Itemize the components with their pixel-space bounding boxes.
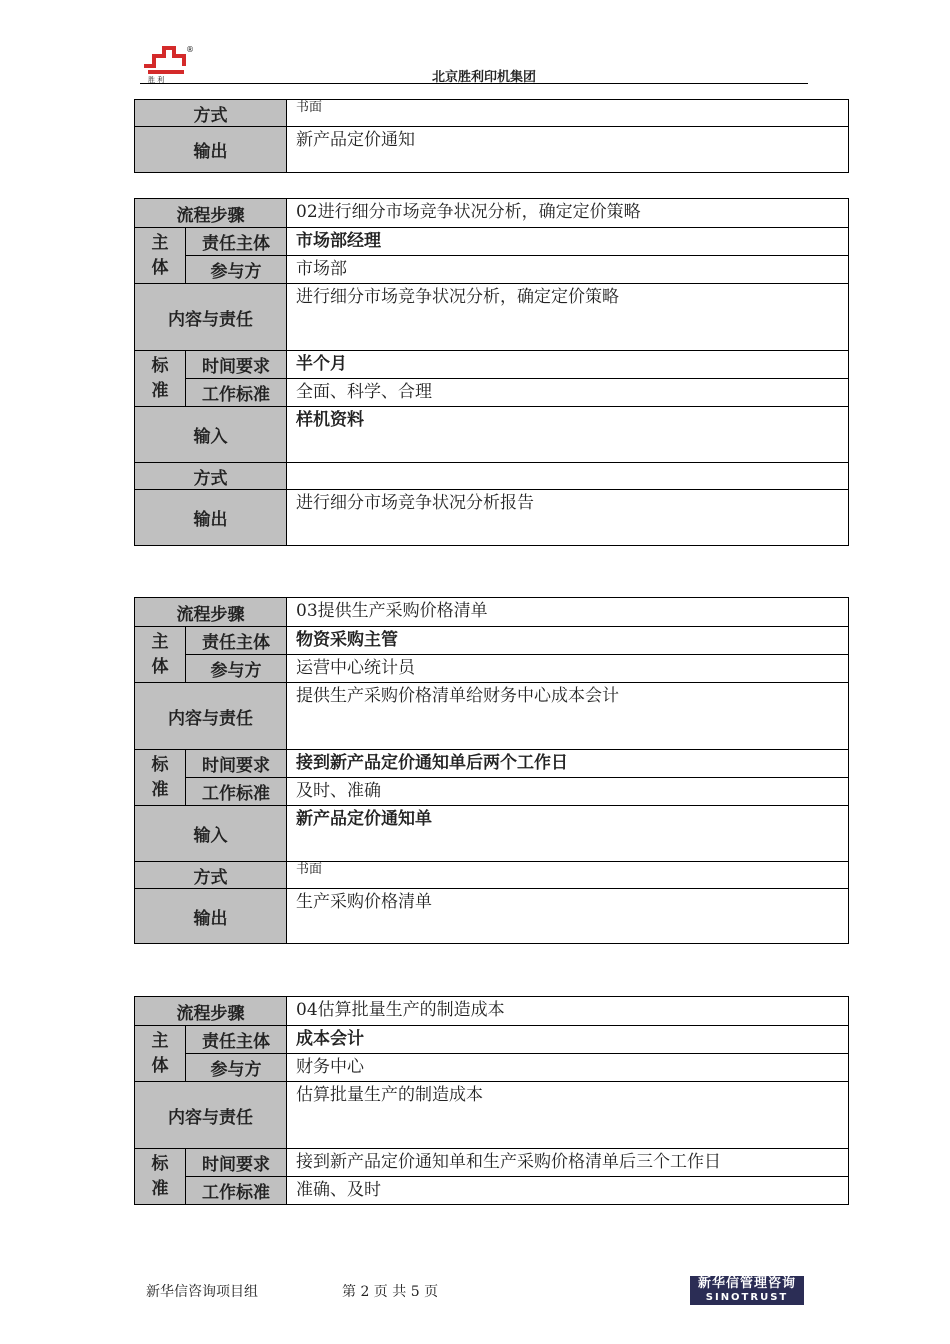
step-table <box>134 198 849 546</box>
time-value: 接到新产品定价通知单和生产采购价格清单后三个工作日 <box>287 1149 849 1177</box>
step-table <box>134 597 849 944</box>
input-value: 样机资料 <box>287 407 849 463</box>
sinotrust-logo-en: SINOTRUST <box>705 1292 789 1303</box>
method-label: 方式 <box>135 862 287 889</box>
content-label: 内容与责任 <box>135 284 287 351</box>
participant-value: 运营中心统计员 <box>287 655 849 683</box>
method-value: 书面 <box>287 862 849 889</box>
subject-label: 主 体 <box>135 627 186 683</box>
participant-value: 市场部 <box>287 256 849 284</box>
company-logo <box>140 44 192 84</box>
content-value: 提供生产采购价格清单给财务中心成本会计 <box>287 683 849 750</box>
content-label: 内容与责任 <box>135 683 287 750</box>
step-title: 04估算批量生产的制造成本 <box>287 997 849 1026</box>
step-label: 流程步骤 <box>135 199 287 228</box>
input-label: 输入 <box>135 806 287 862</box>
partial-step-table <box>134 99 849 173</box>
registered-mark: ® <box>186 45 194 54</box>
participant-label: 参与方 <box>186 256 287 284</box>
time-label: 时间要求 <box>186 351 287 379</box>
logo-text: 胜 利 <box>148 76 165 84</box>
step-title: 02进行细分市场竞争状况分析，确定定价策略 <box>287 199 849 228</box>
footer-group-name: 新华信咨询项目组 <box>146 1284 258 1300</box>
header-divider <box>140 83 808 84</box>
responsible-label: 责任主体 <box>186 1026 287 1054</box>
time-label: 时间要求 <box>186 750 287 778</box>
work-standard-value: 全面、科学、合理 <box>287 379 849 407</box>
output-label: 输出 <box>135 889 287 944</box>
method-value <box>287 463 849 490</box>
input-value: 新产品定价通知单 <box>287 806 849 862</box>
work-standard-value: 准确、及时 <box>287 1177 849 1205</box>
standard-label: 标 准 <box>135 1149 186 1205</box>
output-value: 新产品定价通知 <box>287 127 849 173</box>
output-value: 进行细分市场竞争状况分析报告 <box>287 490 849 546</box>
output-label: 输出 <box>135 490 287 546</box>
header-company-name: 北京胜利印机集团 <box>432 70 537 85</box>
content-value: 进行细分市场竞争状况分析，确定定价策略 <box>287 284 849 351</box>
responsible-label: 责任主体 <box>186 228 287 256</box>
content-label: 内容与责任 <box>135 1082 287 1149</box>
footer-page-number: 第 2 页 共 5 页 <box>342 1284 439 1300</box>
time-value: 半个月 <box>287 351 849 379</box>
responsible-label: 责任主体 <box>186 627 287 655</box>
time-label: 时间要求 <box>186 1149 287 1177</box>
participant-value: 财务中心 <box>287 1054 849 1082</box>
method-label: 方式 <box>135 100 287 127</box>
standard-label: 标 准 <box>135 750 186 806</box>
work-standard-label: 工作标准 <box>186 379 287 407</box>
responsible-value: 成本会计 <box>287 1026 849 1054</box>
subject-label: 主 体 <box>135 1026 186 1082</box>
sinotrust-logo <box>690 1276 804 1305</box>
step-table <box>134 996 849 1205</box>
input-label: 输入 <box>135 407 287 463</box>
output-label: 输出 <box>135 127 287 173</box>
work-standard-label: 工作标准 <box>186 1177 287 1205</box>
step-label: 流程步骤 <box>135 598 287 627</box>
method-value: 书面 <box>287 100 849 127</box>
time-value: 接到新产品定价通知单后两个工作日 <box>287 750 849 778</box>
step-title: 03提供生产采购价格清单 <box>287 598 849 627</box>
responsible-value: 物资采购主管 <box>287 627 849 655</box>
output-value: 生产采购价格清单 <box>287 889 849 944</box>
work-standard-label: 工作标准 <box>186 778 287 806</box>
responsible-value: 市场部经理 <box>287 228 849 256</box>
participant-label: 参与方 <box>186 655 287 683</box>
sinotrust-logo-cn: 新华信管理咨询 <box>697 1276 796 1291</box>
standard-label: 标 准 <box>135 351 186 407</box>
subject-label: 主 体 <box>135 228 186 284</box>
work-standard-value: 及时、准确 <box>287 778 849 806</box>
content-value: 估算批量生产的制造成本 <box>287 1082 849 1149</box>
method-label: 方式 <box>135 463 287 490</box>
step-label: 流程步骤 <box>135 997 287 1026</box>
participant-label: 参与方 <box>186 1054 287 1082</box>
